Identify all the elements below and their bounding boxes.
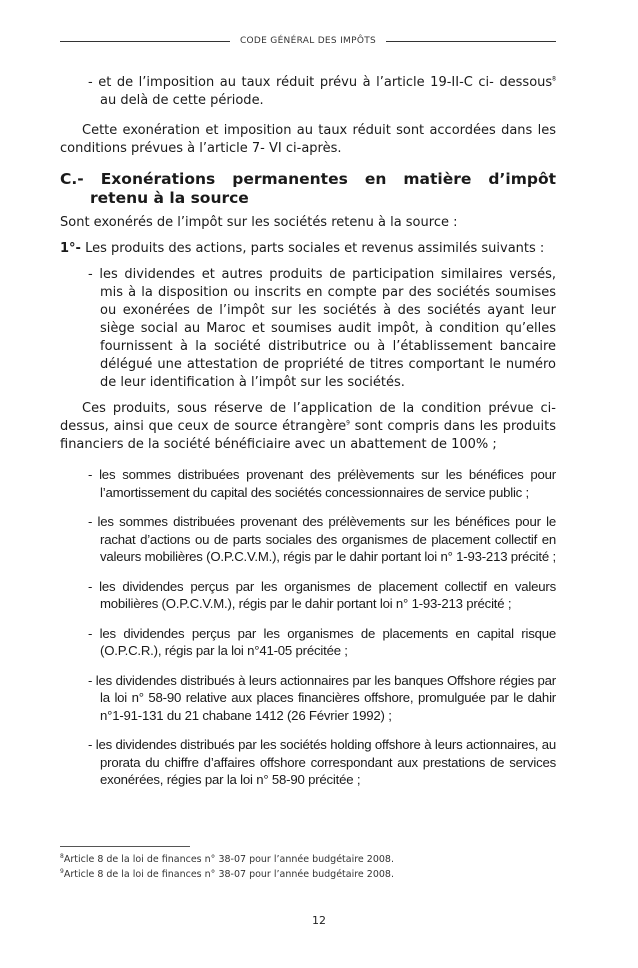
page-body [60, 74, 556, 789]
list-item-label: 1°- [60, 241, 81, 256]
bullet-opcvm: - les dividendes perçus par les organismes de placement collectif en valeurs mobilières (O.P.C.V.M.), régis par le dahir portant loi n° 1-93-213 précité ; [88, 578, 556, 611]
paragraph-intro: Sont exonérés de l’impôt sur les sociétés retenu à la source : [60, 215, 458, 230]
header-title: CODE GÉNÉRAL DES IMPÔTS [239, 36, 377, 46]
list-item-1 [60, 240, 556, 258]
bullet-rachat: - les sommes distribuées provenant des prélèvements sur les bénéfices pour le rachat d’actions ou de parts sociales des organismes de placement collectif en valeurs mobilières (O.P.C.V.M.), régis par le dahir portant loi n° 1-93-213 précité ; [88, 514, 556, 564]
page-number: 12 [312, 914, 326, 927]
footnote-8 [60, 852, 556, 867]
bullet-banques-offshore: - les dividendes distribués à leurs actionnaires par les banques Offshore régies par la loi n° 58-90 relative aux places financières offshore, promulguée par le dahir n°1-91-131 du 21 chabane 1412 (26 Février 1992) ; [88, 672, 556, 723]
footnote-rule [60, 846, 190, 847]
paragraph-text: au delà de cette période. [100, 93, 264, 108]
paragraph-products [60, 400, 556, 454]
running-header [60, 34, 556, 48]
paragraph-text: sont compris dans les produits financiers de la société bénéficiaire avec un abattement de 100% ; [60, 419, 556, 452]
paragraph-dividends: - les dividendes et autres produits de participation similaires versés, mis à la disposition ou inscrits en compte par des sociétés soumises ou exonérées de l’impôt sur les sociétés à des sociétés ayant leur siège social au Maroc et soumises audit impôt, à condition qu’elles fournissent à la société distributrice ou à l’établissement bancaire délégué une attestation de propriété de titres comportant le numéro de leur identification à l’impôt sur les sociétés. [88, 267, 556, 390]
footnote-marker: 8 [60, 852, 64, 860]
paragraph-reduced-rate [60, 74, 556, 110]
header-rule-right [386, 41, 556, 42]
paragraph-exemption-conditions: Cette exonération et imposition au taux réduit sont accordées dans les conditions prévues à l’article 7- VI ci-après. [60, 123, 556, 156]
bullet-opcr: - les dividendes perçus par les organismes de placements en capital risque (O.P.C.R.), régis par la loi n°41-05 précitée ; [88, 625, 556, 658]
footnotes [60, 852, 556, 882]
bullet-amortissement: - les sommes distribuées provenant des prélèvements sur les bénéfices pour l’amortissement du capital des sociétés concessionnaires de service public ; [88, 467, 556, 500]
section-heading-c: C.- Exonérations permanentes en matière d’impôt retenu à la source [60, 170, 556, 207]
footnote-9 [60, 867, 556, 882]
footnote-marker: 9 [60, 867, 64, 875]
paragraph-text: - et de l’imposition au taux réduit prévu à l’article 19-II-C ci- dessous [88, 75, 553, 90]
bullet-holding-offshore: - les dividendes distribués par les sociétés holding offshore à leurs actionnaires, au prorata du chiffre d’affaires offshore correspondant aux prestations de services exonérées, régies par la loi n° 58-90 précitée ; [88, 737, 556, 787]
list-item-text: Les produits des actions, parts sociales et revenus assimilés suivants : [80, 241, 545, 256]
paragraph-text: Ces produits, sous réserve de l’application de la condition prévue ci-dessus, ainsi que ceux de source étrangère [60, 401, 556, 434]
footnote-ref[interactable]: 8 [552, 75, 556, 83]
footnote-ref[interactable]: 9 [346, 419, 350, 427]
footnote-text: Article 8 de la loi de finances n° 38-07 pour l’année budgétaire 2008. [63, 854, 394, 865]
footnote-text: Article 8 de la loi de finances n° 38-07 pour l’année budgétaire 2008. [63, 869, 394, 880]
